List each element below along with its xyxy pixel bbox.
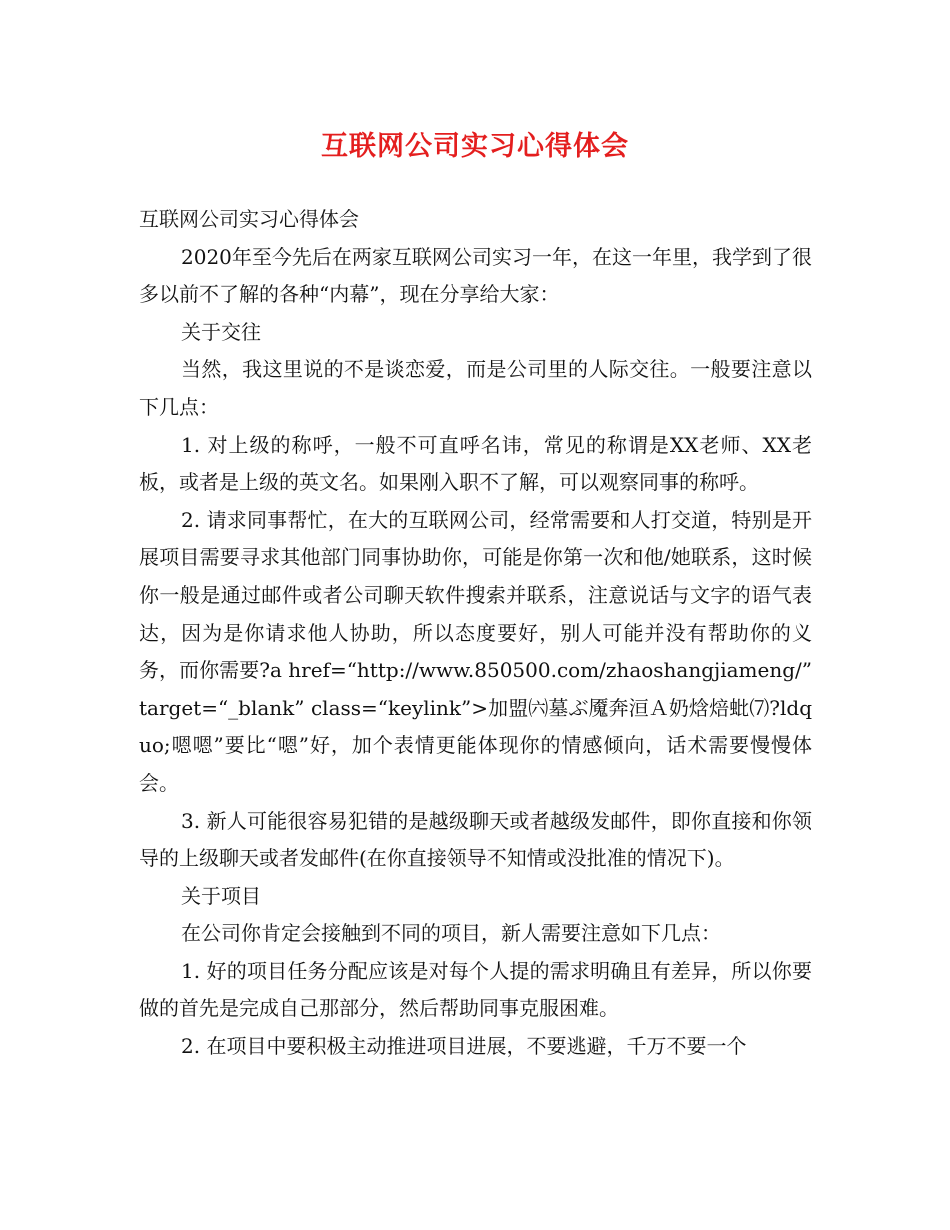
document-paragraph: 1. 对上级的称呼，一般不可直呼名讳，常见的称谓是XX老师、XX老板，或者是上级的英文名。如果刚入职不了解，可以观察同事的称呼。	[139, 432, 812, 495]
document-paragraph: 关于交往	[181, 319, 261, 344]
document-paragraph: 2. 请求同事帮忙，在大的互联网公司，经常需要和人打交道，特别是开展项目需要寻求其他部门同事协助你，可能是你第一次和他/她联系，这时候你一般是通过邮件或者公司聊天软件搜索并联系，注意说话与文字的语气表达，因为是你请求他人协助，所以态度要好，别人可能并没有帮助你的义务，而你需要?a href=“http://www.850500.com/zhaoshangjiameng/” target=“_blank” class=“keylink”>加盟㈥墓ぶ魇奔洹Ａ奶焓焙蚍⑺?ldquo;嗯嗯”要比“嗯”好，加个表情更能体现你的情感倾向，话术需要慢慢体会。	[139, 507, 812, 795]
document-title: 互联网公司实习心得体会	[321, 131, 629, 162]
document-paragraph: 3. 新人可能很容易犯错的是越级聊天或者越级发邮件，即你直接和你领导的上级聊天或者发邮件(在你直接领导不知情或没批准的情况下)。	[139, 808, 812, 871]
document-paragraph: 关于项目	[181, 883, 261, 908]
document-body	[139, 201, 812, 1066]
document-paragraph: 1. 好的项目任务分配应该是对每个人提的需求明确且有差异，所以你要做的首先是完成自己那部分，然后帮助同事克服困难。	[139, 958, 812, 1021]
document-subtitle: 互联网公司实习心得体会	[139, 207, 359, 231]
document-paragraph: 2. 在项目中要积极主动推进项目进展，不要逃避，千万不要一个	[181, 1034, 747, 1059]
document-paragraph: 2020年至今先后在两家互联网公司实习一年，在这一年里，我学到了很多以前不了解的各种“内幕”，现在分享给大家：	[139, 244, 812, 307]
document-paragraph: 当然，我这里说的不是谈恋爱，而是公司里的人际交往。一般要注意以下几点：	[139, 357, 812, 419]
document-paragraph: 在公司你肯定会接触到不同的项目，新人需要注意如下几点：	[181, 921, 721, 946]
